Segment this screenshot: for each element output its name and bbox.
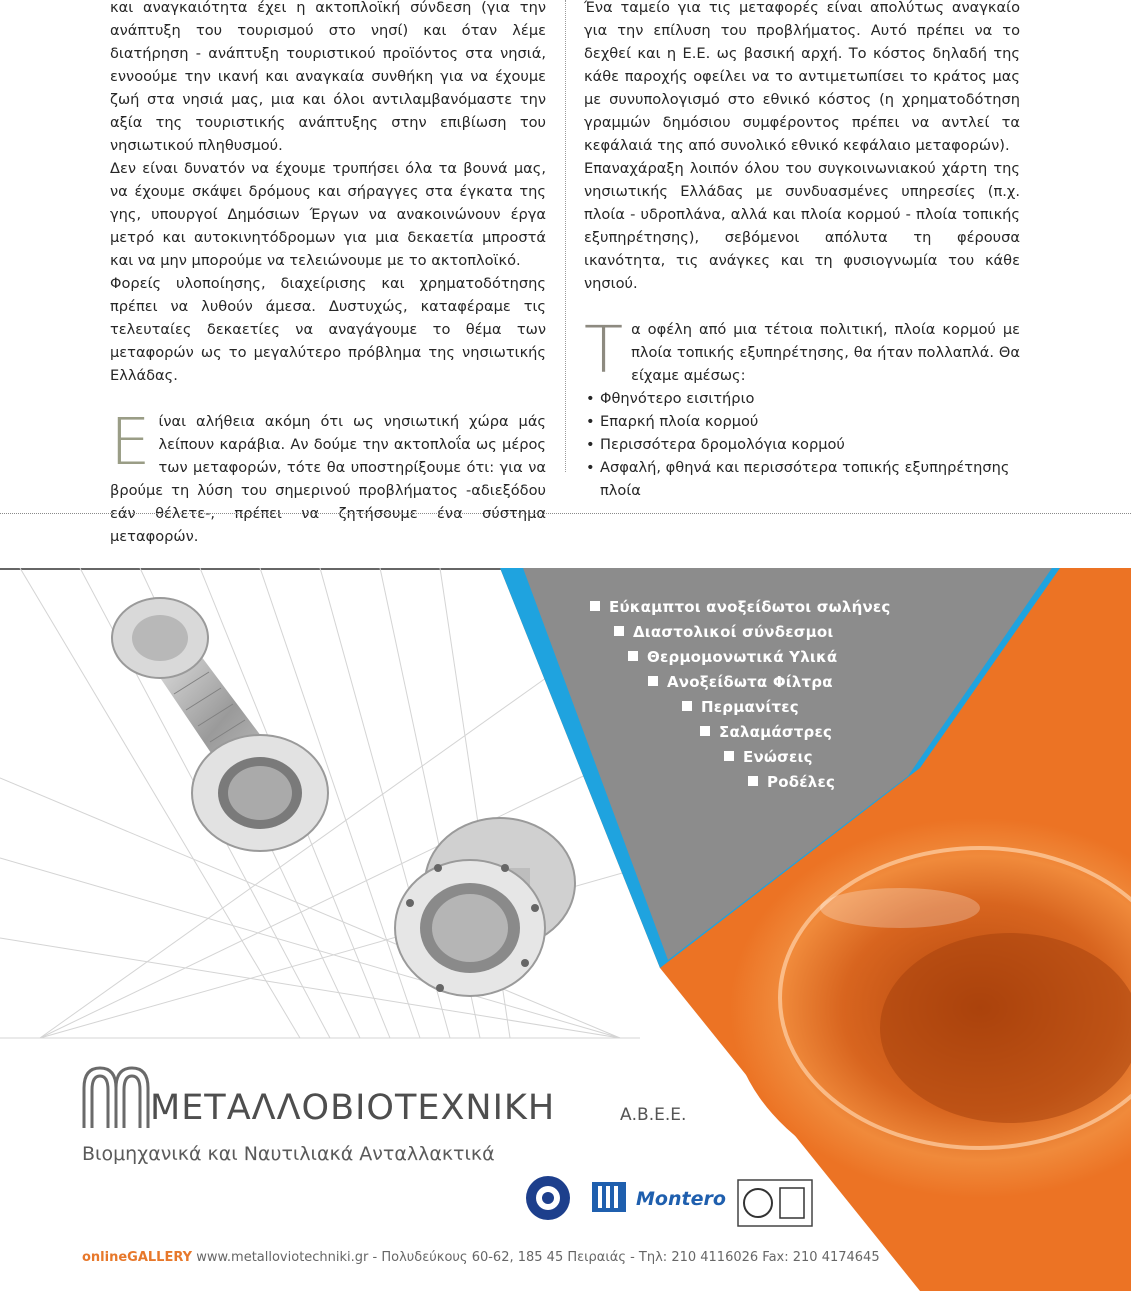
article-paragraph-dropcap: Τα οφέλη από μια τέτοια πολιτική, πλοία κορμού με πλοία τοπικής εξυπηρέτησης, θα ήταν πολλαπλά. Θα είχαμε αμέσως: [584, 314, 1020, 388]
list-item: • Περισσότερα δρομολόγια κορμού [600, 433, 1020, 456]
brand-tagline: Βιομηχανικά και Ναυτιλιακά Ανταλλακτικά [82, 1143, 495, 1165]
article-column-right [584, 0, 1020, 502]
product-item: Θερμομονωτικά Υλικά [628, 648, 837, 666]
contact-info: www.metalloviotechniki.gr - Πολυδεύκους 60-62, 185 45 Πειραιάς - Τηλ: 210 4116026 Fax: 210 4174645 [192, 1250, 880, 1265]
certification-badge-icon [738, 1180, 812, 1226]
article-paragraph: Φορείς υλοποίησης, διαχείρισης και χρηματοδότησης πρέπει να λυθούν άμεσα. Δυστυχώς, καταφέραμε τις τελευταίες δεκαετίες να αναγάγουμε το θέμα των μεταφορών ως το μεγαλύτερο πρόβλημα της νησιωτικής Ελλάδας. [110, 275, 546, 384]
brand-suffix: Α.Β.Ε.Ε. [620, 1105, 687, 1125]
online-gallery-label: onlineGALLERY [82, 1250, 193, 1265]
article-column-left [110, 0, 546, 548]
brand-name: ΜΕΤΑΛΛΟΒΙΟΤΕΧΝΙΚΗ [150, 1088, 556, 1128]
article-paragraph: Επαναχάραξη λοιπόν όλου του συγκοινωνιακού χάρτη της νησιωτικής Ελλάδας με συνδυασμένες υπηρεσίες (π.χ. πλοία - υδροπλάνα, αλλά και πλοία κορμού - πλοία τοπικής εξυπηρέτησης), σεβόμενοι απόλυτα τη φέρουσα ικανότητα, τις ανάγκες και τη φυσιογνωμία του κάθε νησιού. [584, 160, 1020, 292]
montero-logo-icon [592, 1182, 626, 1212]
product-item: Ροδέλες [748, 773, 835, 791]
benefits-list [584, 387, 1020, 502]
ad-footer [82, 1250, 880, 1265]
iso-emblem-icon [526, 1176, 570, 1220]
article-paragraph: Δεν είναι δυνατόν να έχουμε τρυπήσει όλα τα βουνά μας, να έχουμε σκάψει δρόμους και σήραγγες στα έγκατα της γης, υπουργοί Δημόσιων Έργων να ανακοινώνουν έργα μετρό και αυτοκινητόδρομων για μια δεκαετία μπροστά και να μην μπορούμε να τελειώνουμε με το ακτοπλοϊκό. [110, 160, 546, 269]
drop-cap: Τ [584, 314, 624, 388]
column-divider [565, 0, 566, 472]
product-item: Ανοξείδωτα Φίλτρα [648, 673, 833, 691]
list-item: • Ασφαλή, φθηνά και περισσότερα τοπικής εξυπηρέτησης πλοία [600, 456, 1020, 502]
product-item: Ενώσεις [724, 748, 813, 766]
product-list [0, 598, 1131, 798]
article-paragraph: Ένα ταμείο για τις μεταφορές είναι απολύτως αναγκαίο για την επίλυση του προβλήματος. Αυτό πρέπει να το δεχθεί και η Ε.Ε. ως βασική αρχή. Το κόστος δηλαδή της κάθε παροχής οφείλει να το αντιμετωπίσει το κράτος μας με συνυπολογισμό στο εθνικό κόστος (η χρηματοδότηση γραμμών δημόσιου συμφέροντος πρέπει να αντλεί τα κεφάλαιά της από συνολικό εθνικό κεφάλαιο μεταφορών). [584, 0, 1020, 154]
product-item: Διαστολικοί σύνδεσμοι [614, 623, 833, 641]
product-item: Σαλαμάστρες [700, 723, 832, 741]
advertisement [0, 568, 1131, 1291]
drop-cap: Ε [110, 406, 151, 480]
section-divider [0, 513, 1131, 514]
list-item: • Επαρκή πλοία κορμού [600, 410, 1020, 433]
list-item: • Φθηνότερο εισιτήριο [600, 387, 1020, 410]
article-paragraph-dropcap: Είναι αλήθεια ακόμη ότι ως νησιωτική χώρα μάς λείπουν καράβια. Αν δούμε την ακτοπλοΐα ως μέρος των μεταφορών, τότε θα υποστηρίξουμε ότι: για να βρούμε τη λύση του σημερινού προβλήματος -αδιεξόδου εάν θέλετε-, πρέπει να ζητήσουμε ένα σύστημα μεταφορών. [110, 406, 546, 545]
article-paragraph: και αναγκαιότητα έχει η ακτοπλοϊκή σύνδεση (για την ανάπτυξη του τουρισμού στο νησί) και όταν λέμε διατήρηση - ανάπτυξη τουριστικού προϊόντος στα νησιά, εννοούμε την ικανή και αναγκαία συνθήκη για να έχουμε ζωή στα νησιά μας, μια και όλοι αντιλαμβανόμαστε την αξία της τουριστικής ανάπτυξης στην επιβίωση του νησιωτικού πληθυσμού. [110, 0, 546, 154]
product-item: Εύκαμπτοι ανοξείδωτοι σωλήνες [590, 598, 891, 616]
product-item: Περμανίτες [682, 698, 799, 716]
montero-label: Montero [636, 1188, 726, 1210]
